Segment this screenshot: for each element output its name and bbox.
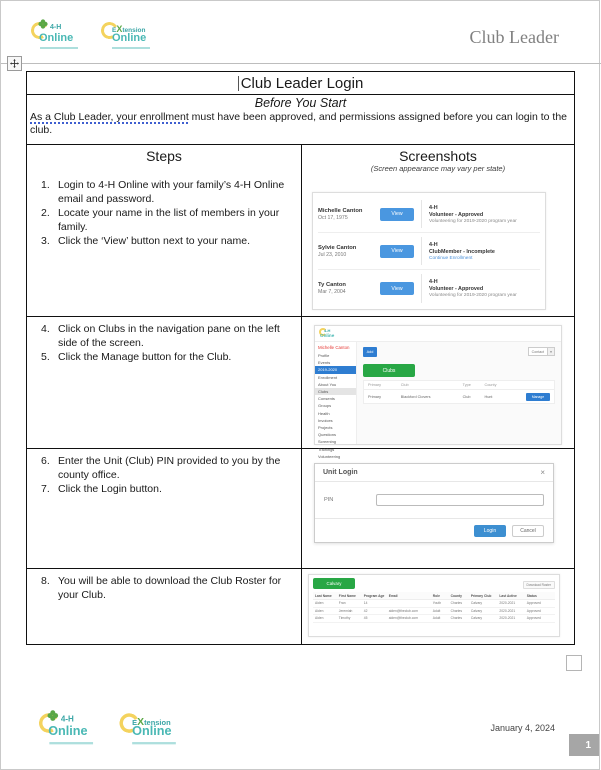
table-title: Club Leader Login [240,74,364,92]
steps-list [27,317,301,365]
screenshots-column-header: Screenshots [399,148,477,164]
logo-tagline [112,47,150,49]
nav-item[interactable]: Events [318,360,331,366]
extension-online-logo [120,711,187,750]
nav-item[interactable]: Groups [318,403,332,409]
login-button[interactable]: Login [474,525,506,537]
download-roster-button[interactable]: Download Roster [523,581,555,589]
dashboard-main [357,342,561,444]
roster-header-row: Last Name First Name Program Age Email Role County Primary Club Last Active Status [313,592,555,600]
logo-tagline [40,47,78,49]
page-number-badge: 1 [569,734,599,756]
nav-item[interactable]: Health [318,410,330,416]
member-status: Volunteer - Approved [429,286,484,292]
dashboard-topbar [315,326,561,342]
step-item: 2. Locate your name in the list of members in your family. [41,207,280,233]
member-row [318,196,540,233]
nav-item[interactable]: Enrollment [318,374,338,380]
logo-extension-text: EXtension [112,24,146,34]
view-button[interactable]: View [380,282,414,295]
member-name: Ty Canton [318,282,346,288]
divider [421,237,422,265]
member-dob: Jul 23, 2010 [318,251,347,258]
chevron-down-icon: ▾ [548,347,555,356]
logo-online-text: Online [320,333,335,338]
roster-row: Aiden Fran 14 Youth Charles Calvary 2020-2021 Approved [313,600,555,608]
roster-row: Aiden Jeremiah 42 aiden@theclub.com Adult Charles Calvary 2020-2021 Approved [313,608,555,616]
nav-item[interactable]: Questions [318,432,337,438]
member-row [318,233,540,270]
before-you-start-row [27,94,574,144]
logo-online-text: Online [39,32,74,44]
screenshot-member-list [312,192,546,310]
modal-title: Unit Login [323,469,358,476]
nav-item[interactable]: Profile [318,353,330,358]
nav-item[interactable]: Volunteering [318,453,341,459]
member-row [318,270,540,307]
table-row [27,568,574,644]
step-item: 3. Click the ‘View’ button next to your name. [41,235,251,247]
member-name: Sylvie Canton [318,244,357,251]
member-status: Volunteer - Approved [429,211,484,218]
logo-4h-text: 4-H [324,328,331,333]
screenshot-dashboard [314,325,562,459]
step-item: 1. Login to 4-H Online with your family’s 4-H Online email and password. [41,179,285,205]
text-cursor [238,76,239,91]
view-button[interactable]: View [380,208,414,221]
pin-label: PIN [324,497,334,503]
screenshots-note: (Screen appearance may vary per state) [370,164,506,173]
logo-tagline [49,742,93,744]
screenshot-unit-login-modal [314,463,554,543]
instruction-table [26,71,575,645]
table-move-icon[interactable] [7,56,22,71]
nav-item-selected[interactable]: 2019-2020 [315,366,356,373]
nav-item[interactable]: Projects [318,425,333,431]
nav-item[interactable]: Trainings [318,446,335,452]
logo-extension-text: EXtension [132,715,171,728]
close-icon[interactable]: × [540,467,545,477]
nav-item[interactable]: About You [318,381,337,387]
logo-tagline [132,742,176,744]
clubs-table [363,380,555,404]
roster-table [313,592,555,623]
header-rule [1,63,601,64]
member-name-red: Michelle Canton [318,345,350,350]
document-header-title: Club Leader [469,27,559,47]
pin-input[interactable] [376,494,544,506]
steps-list [27,569,301,602]
table-title-row [27,72,574,94]
dashboard-nav [315,342,357,459]
view-button[interactable]: View [380,245,414,258]
program-label: 4-H [429,279,438,285]
extension-online-logo [101,20,159,54]
clover-icon [47,710,59,722]
add-button[interactable]: Add [363,347,377,357]
logo-online-text: Online [48,724,88,739]
nav-item[interactable]: Screening [318,439,337,445]
before-you-start-text: As a Club Leader, your enrollment must have been approved, and permissions assigned before you can login to the club. [30,111,568,136]
nav-item[interactable]: Consents [318,396,335,402]
logo-4h-text: 4-H [50,24,62,31]
fourh-online-logo [31,20,89,54]
continue-enrollment-link[interactable]: Continue Enrollment [429,255,473,261]
member-status: ClubMember - Incomplete [429,248,495,255]
clubs-table-row: Primary Blackford Clovers Club Hunt Manage [364,390,554,403]
steps-list [27,164,301,249]
club-name-button[interactable]: Calvary [313,578,355,589]
steps-list [27,449,301,497]
member-name: Michelle Canton [318,207,363,214]
clover-icon [38,19,48,29]
table-row [27,144,574,316]
table-resize-handle[interactable] [566,655,582,671]
before-you-start-heading: Before You Start [254,96,347,110]
logo-online-text: Online [132,724,172,739]
step-item: 8. You will be able to download the Club Roster for your Club. [41,575,282,601]
member-dob: Oct 17, 1975 [318,214,348,221]
steps-column-header: Steps [146,148,182,164]
program-label: 4-H [429,241,438,248]
footer-date: January 4, 2024 [490,723,555,733]
step-item: 6. Enter the Unit (Club) PIN provided to you by the county office. [41,455,281,481]
header-logos [31,20,159,54]
grammar-underlined-text: As a Club Leader, your enrollment [30,111,189,123]
contact-dropdown[interactable]: Contact ▾ [528,347,555,356]
clubs-button[interactable]: Clubs [363,364,415,377]
fourh-online-logo [39,711,106,750]
member-detail: Volunteering for 2019-2020 program year [429,293,517,298]
table-row [27,316,574,459]
clubs-table-header: Primary Club Type County [364,381,554,390]
program-label: 4-H [429,204,438,211]
nav-item[interactable]: Invoices [318,417,333,423]
logo-4h-text: 4-H [60,715,74,724]
table-row [27,448,574,568]
step-item: 5. Click the Manage button for the Club. [41,351,232,363]
step-item: 7. Click the Login button. [41,483,162,495]
manage-button[interactable]: Manage [526,393,550,401]
divider [421,200,422,228]
nav-item-clubs[interactable]: Clubs [315,388,356,395]
step-item: 4. Click on Clubs in the navigation pane on the left side of the screen. [41,323,280,349]
logo-online-text: Online [112,32,147,44]
divider [421,274,422,303]
cancel-button[interactable]: Cancel [512,525,544,537]
screenshot-club-roster [308,574,560,637]
member-detail: Volunteering for 2019-2020 program year [429,218,517,224]
member-dob: Mar 7, 2004 [318,289,346,295]
roster-row: Aiden Timothy 45 aiden@theclub.com Adult Charles Calvary 2020-2021 Approved [313,615,555,623]
footer-logos [39,711,186,750]
